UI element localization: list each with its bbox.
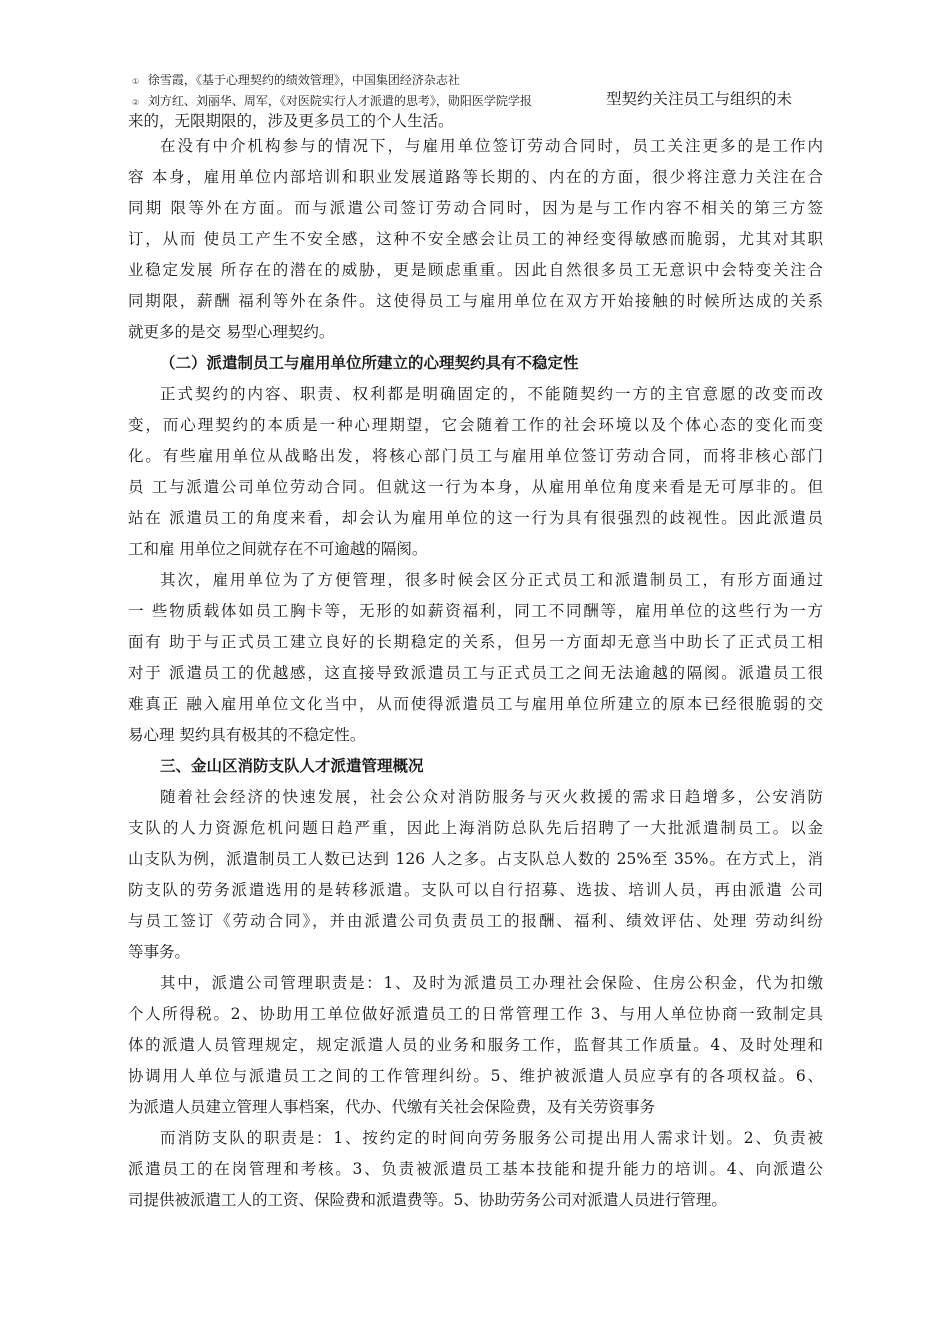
body-text-line: 型契约关注员工与组织的未 [606, 90, 793, 108]
body-text-line: 化。有些雇用单位从战略出发，将核心部门员工与雇用单位签订劳动合同，而将非核心部门 [128, 447, 823, 465]
body-text-line: 同期限，薪酬 福利等外在条件。这使得员工与雇用单位在双方开始接触的时候所达成的关系 [128, 292, 823, 310]
body-text-line: 就更多的是交 易型心理契约。 [128, 323, 335, 341]
body-text-line: 站在 派遣员工的角度来看，却会认为雇用单位的这一行为具有很强烈的歧视性。因此派遣员 [128, 509, 823, 527]
body-text-line: 业稳定发展 所存在的潜在的威胁，更是顾虑重重。因此自然很多员工无意识中会特变关注合 [128, 261, 823, 279]
body-text-line: 等事务。 [128, 943, 191, 961]
body-text-line: 其中，派遣公司管理职责是：1、及时为派遣员工办理社会保险、住房公积金，代为扣缴 [160, 974, 823, 992]
body-text-line: 支队的人力资源危机问题日趋严重，因此上海消防总队先后招聘了一大批派遣制员工。以金 [128, 819, 823, 837]
body-text-line: 协调用人单位与派遣员工之间的工作管理纠纷。5、维护被派遣人员应享有的各项权益。6、 [128, 1067, 823, 1085]
body-text-line: 而消防支队的职责是：1、按约定的时间向劳务服务公司提出用人需求计划。2、负责被 [160, 1129, 823, 1147]
body-text-line: 正式契约的内容、职责、权利都是明确固定的，不能随契约一方的主官意愿的改变而改 [160, 385, 823, 403]
footnote-2 [132, 93, 532, 111]
body-text-line: 防支队的劳务派遣选用的是转移派遣。支队可以自行招募、选拔、培训人员，再由派遣 公司 [128, 881, 823, 899]
body-text-line: 来的，无限期限的，涉及更多员工的个人生活。 [128, 112, 454, 130]
body-text-line: 同期 限等外在方面。而与派遣公司签订劳动合同时，因为是与工作内容不相关的第三方签 [128, 199, 823, 217]
body-text-line: 难真正 融入雇用单位文化当中，从而使得派遣员工与雇用单位所建立的原本已经很脆弱的交 [128, 695, 823, 713]
body-text-line: 员 工与派遣公司单位劳动合同。但就这一行为本身，从雇用单位角度来看是无可厚非的。但 [128, 478, 823, 496]
body-text-line: 一 些物质载体如员工胸卡等，无形的如薪资福利，同工不同酬等，雇用单位的这些行为一方 [128, 602, 823, 620]
body-text-line: 个人所得税。2、协助用工单位做好派遣员工的日常管理工作 3、与用人单位协商一致制定具 [128, 1005, 823, 1023]
footnote-text: 刘方红、刘丽华、周军，《对医院实行人才派遣的思考》，勋阳医学院学报 [147, 94, 532, 108]
body-text-line: 工和雇 用单位之间就存在不可逾越的隔阂。 [128, 540, 428, 558]
body-text-line: 容 本身，雇用单位内部培训和职业发展道路等长期的、内在的方面，很少将注意力关注在合 [128, 168, 823, 186]
body-text-line: 在没有中介机构参与的情况下，与雇用单位签订劳动合同时，员工关注更多的是工作内 [160, 137, 823, 155]
body-text-line: 为派遣人员建立管理人事档案，代办、代缴有关社会保险费，及有关劳资事务 [128, 1098, 656, 1116]
body-text-line: 其次，雇用单位为了方便管理，很多时候会区分正式员工和派遣制员工，有形方面通过 [160, 571, 823, 589]
body-text-line: 易心理 契约具有极其的不稳定性。 [128, 726, 366, 744]
footnote-1 [132, 72, 460, 90]
body-text-line: 与员工签订《劳动合同》，并由派遣公司负责员工的报酬、福利、绩效评估、处理 劳动纠纷 [128, 912, 823, 930]
body-text-line: 随着社会经济的快速发展，社会公众对消防服务与灭火救援的需求日趋增多，公安消防 [160, 788, 823, 806]
section-heading: （二）派遣制员工与雇用单位所建立的心理契约具有不稳定性 [160, 353, 579, 372]
footnote-marker: ② [132, 98, 140, 107]
body-text-line: 体的派遣人员管理规定，规定派遣人员的业务和服务工作，监督其工作质量。4、及时处理和 [128, 1036, 823, 1054]
section-heading: 三、金山区消防支队人才派遣管理概况 [160, 756, 424, 775]
body-text-line: 订，从而 使员工产生不安全感，这种不安全感会让员工的神经变得敏感而脆弱，尤其对其职 [128, 230, 823, 248]
body-text-line: 山支队为例，派遣制员工人数已达到 126 人之多。占支队总人数的 25%至 35%。在方式上，消 [128, 850, 823, 868]
body-text-line: 司提供被派遣工人的工资、保险费和派遣费等。5、协助劳务公司对派遣人员进行管理。 [128, 1191, 727, 1209]
body-text-line: 派遣员工的在岗管理和考核。3、负责被派遣员工基本技能和提升能力的培训。4、向派遣公 [128, 1160, 823, 1178]
footnote-marker: ① [132, 77, 140, 86]
body-text-line: 变，而心理契约的本质是一种心理期望，它会随着工作的社会环境以及个体心态的变化而变 [128, 416, 823, 434]
body-text-line: 对于 派遣员工的优越感，这直接导致派遣员工与正式员工之间无法逾越的隔阂。派遣员工很 [128, 664, 823, 682]
body-text-line: 面有 助于与正式员工建立良好的长期稳定的关系，但另一方面却无意当中助长了正式员工相 [128, 633, 823, 651]
footnote-text: 徐雪霞，《基于心理契约的绩效管理》，中国集团经济杂志社 [147, 73, 460, 87]
